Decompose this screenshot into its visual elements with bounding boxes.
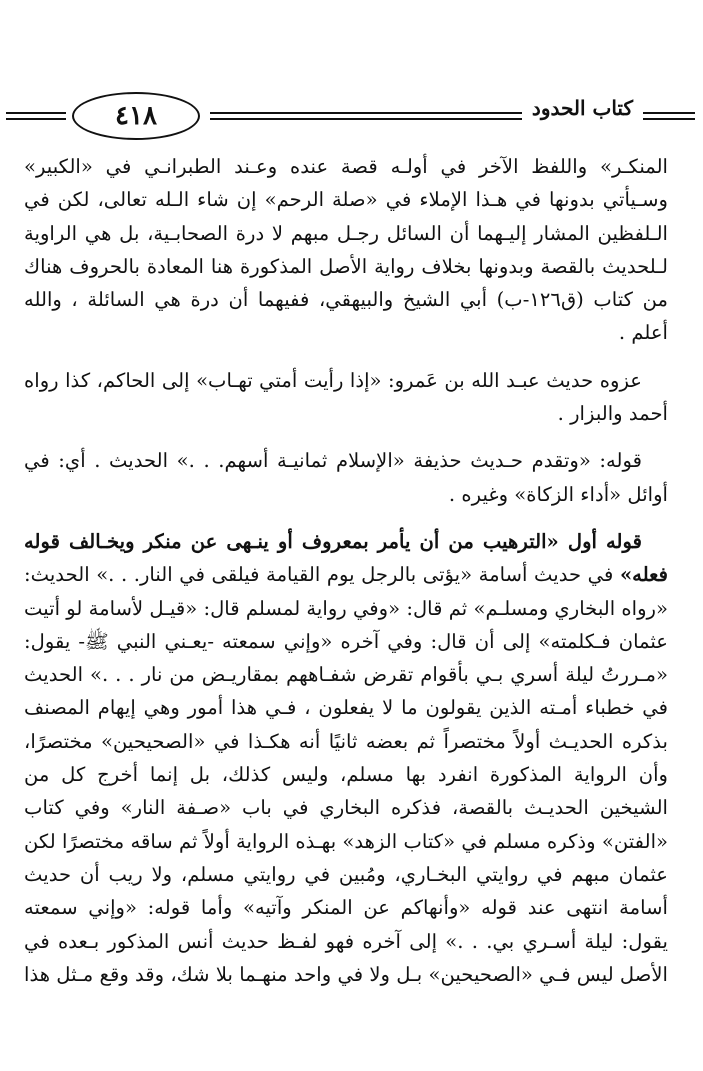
page-number [72,92,200,140]
page-body [24,150,668,1005]
paragraph-4-text: في حديث أسامة «يؤتى بالرجل يوم القيامة فيلقى في النار. . .» الحديث: «رواه البخاري ومسلـم» ثم قال: «وفي رواية لمسلم قال: «قيـل لأسامة لو أتيت عثمان فـكلمته» إلى أن قال: وفي آخره «وإني سمعته -يعـني النبي ﷺ- يقول: «مـررتُ ليلة أسري بـي بأقوام تقرض شفـاههم بمقاريـض من نار . . .» الحديث في خطباء أمـته الذين يقولون ما لا يفعلون ، فـي هذا أمور وهي إيهام المصنف بذكره الحديـث أولاً مختصراً ثم بعضه ثانيًا أنه هكـذا في «الصحيحين» مختصرًا، وأن الرواية المذكورة انفرد بها مسلم، وليس كذلك، بل إنما أخرج كل من الشيخين الحديـث بالقصة، فذكره البخاري في باب «صـفة النار» وفي كتاب «الفتن» وذكره مسلم في «كتاب الزهد» بهـذه الرواية أولاً ثم ساقه مختصرًا لكن عثمان مبهم في روايتي البخـاري، ومُبين في روايتي مسلم، ولا ريب أن حديث أسامة انتهى عند قوله «وأنهاكم عن المنكر وآتيه» وأما قوله: «وإني سمعته يقول: ليلة أسـري بي. . .» إلى آخره فهو لفـظ حديث أنس المذكور بـعده في الأصل ليس فـي «الصحيحين» بـل ولا في واحد منهـما بلا شك، وقد وقع مـثل هذا [24,563,669,986]
page-header [0,0,703,150]
paragraph-3: قوله: «وتقدم حـديث حذيفة «الإسلام ثمانيـة أسهم. . .» الحديث . أي: في أوائل «أداء الزكاة» وغيره . [24,449,668,506]
section-heading: قوله أول «الترهيب من أن يأمر بمعروف أو ينـهى عن منكر ويخـالف قوله فعله» [24,529,668,587]
page-number-text: ٤١٨ [115,101,157,131]
book-title: كتاب الحدود [522,96,643,120]
header-rule-left [6,112,66,120]
paragraph-2: عزوه حديث عبـد الله بن عَمرو: «إذا رأيت أمتي تهـاب» إلى الحاكم، كذا رواه أحمد والبزار . [24,368,668,426]
paragraph-4 [24,525,668,991]
paragraph-1: المنكـر» واللفظ الآخر في أولـه قصة عنده وعـند الطبرانـي في «الكبير» وسـيأتي بدونها في هـذا الإملاء في «صلة الرحم» إن شاء الـله تعالى، لكن في الـلفظين المشار إليـهما أن السائل رجـل مبهم لا درة الصحابـية، بل هي الراوية لـلحديث بالقصة وبدونها بخلاف رواية الأصل المذكورة هنا المعادة بالحروف هناك من كتاب (ق١٢٦-ب) أبي الشيخ والبيهقي، ففيهما أن درة هي السائلة ، والله أعلم . [24,155,668,345]
